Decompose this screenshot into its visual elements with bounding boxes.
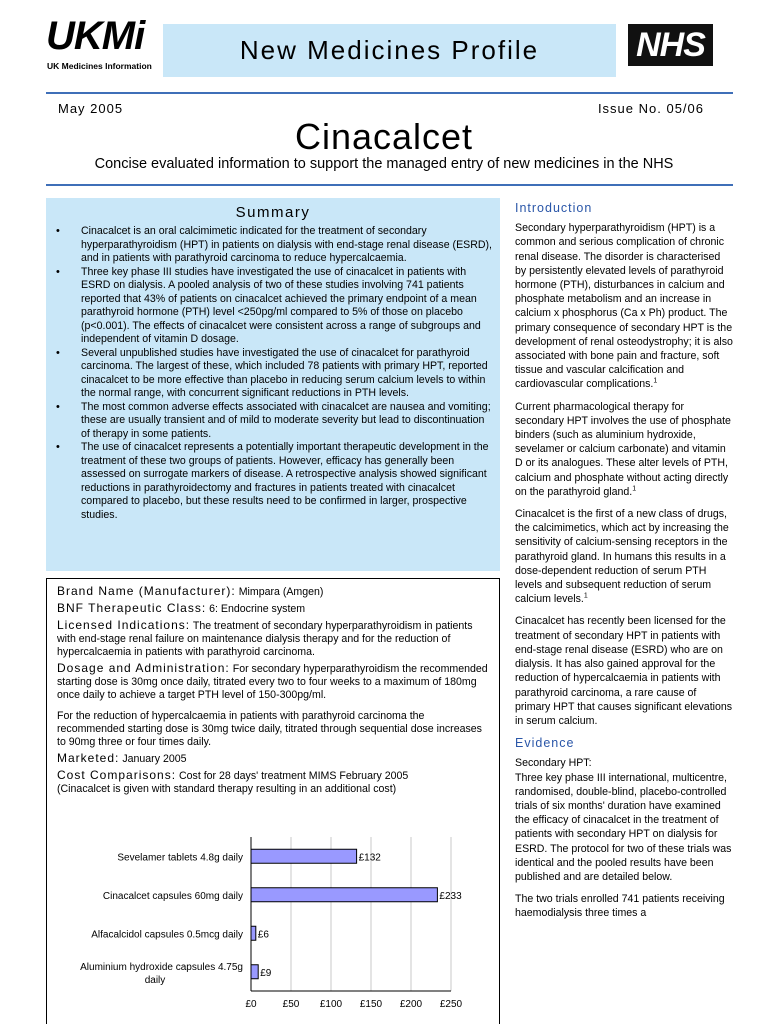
intro-paragraph-2: Current pharmacological therapy for secondary HPT involves the use of phosphate binders (such as aluminium hydroxide, sevelamer or calcium carbonate) and vitamin D or its analogues. These alter levels of PTH, calcium and phosphate without acting directly on the parathyroid gland.$^1$ xyxy=(515,400,731,498)
issue-number: Issue No. 05/06 xyxy=(597,101,704,116)
bar xyxy=(251,926,256,940)
bnf-value: 6: Endocrine system xyxy=(209,603,306,615)
summary-bullet: • Several unpublished studies have investigated the use of cinacalcet for parathyroid carcinoma. The largest of these, which included 78 patients with primary HPT, reported cinacalcet to be more effective than placebo in reducing serum calcium levels to within the normal range, with concurrent significant reductions in PTH levels. xyxy=(54,347,494,401)
bar xyxy=(251,849,357,863)
summary-bullet: • The most common adverse effects associated with cinacalcet are nausea and vomiting; these are usually transient and of mild to moderate severity but lead to discontinuation of therapy in some patients. xyxy=(54,401,494,442)
ukmi-logo-subtitle: UK Medicines Information xyxy=(47,61,152,71)
data-label: £6 xyxy=(257,929,269,941)
cost-comparison-chart xyxy=(47,831,499,1025)
brand-row xyxy=(57,585,493,599)
category-label: Cinacalcet capsules 60mg daily xyxy=(102,890,243,902)
bar xyxy=(251,965,258,979)
summary-bullet: • The use of cinacalcet represents a potentially important therapeutic development in the treatment of these two groups of patients. However, efficacy has generally been assessed on surrogate markers of disease. A retrospective analysis showed significant reductions in parathyroidectomy and fractures in patients treated with cinacalcet compared to placebo, but these results need to be confirmed in larger, prospective studies. xyxy=(54,441,494,522)
nhs-logo: NHS xyxy=(628,24,713,66)
cost-label: Cost Comparisons: xyxy=(57,768,177,782)
introduction-heading: Introduction xyxy=(515,201,593,215)
licensed-value: The treatment of secondary hyperparathyroidism in patients with end-stage renal failure on maintenance dialysis therapy and for the reduction of hypercalcaemia in patients with parathyroid carcinoma. xyxy=(57,620,473,658)
marketed-value: January 2005 xyxy=(122,753,187,765)
profile-title xyxy=(163,24,616,77)
evidence-paragraph-2: The two trials enrolled 741 patients receiving haemodialysis three times a xyxy=(515,893,725,920)
brand-value: Mimpara (Amgen) xyxy=(238,586,324,598)
licensed-label: Licensed Indications: xyxy=(57,618,191,632)
evidence-subheading: Secondary HPT: xyxy=(515,757,592,770)
licensed-row xyxy=(57,619,493,659)
category-label: Alfacalcidol capsules 0.5mcg daily xyxy=(91,929,243,941)
marketed-label: Marketed: xyxy=(57,751,120,765)
x-tick-label: £50 xyxy=(282,999,300,1010)
header-rule-bottom xyxy=(46,184,733,186)
summary-list xyxy=(54,225,494,522)
intro-paragraph-3: Cinacalcet is the first of a new class of drugs, the calcimimetics, which act by increasing the sensitivity of calcium-sensing receptors in the parathyroid gland. In humans this results in a dose-dependent reduction of serum PTH levels and subsequent reduction of serum calcium levels.$^1$ xyxy=(515,508,729,606)
bar xyxy=(251,888,437,902)
drug-info-text xyxy=(57,585,493,799)
right-column xyxy=(515,201,733,929)
x-tick-label: £150 xyxy=(359,999,383,1010)
summary-bullet: • Three key phase III studies have investigated the use of cinacalcet in patients with ESRD on dialysis. A pooled analysis of two of these studies involving 741 patients reported that 43% of patients on cinacalcet achieved the primary endpoint of a mean parathyroid hormone (PTH) level <250pg/ml compared to 5% of those on placebo (p<0.001). The effects of cinacalcet were consistent across a range of subgroups and independent of vitamin D dosage. xyxy=(54,266,494,347)
x-tick-label: £250 xyxy=(439,999,463,1010)
cost-row xyxy=(57,769,493,783)
reference-mark: 1 xyxy=(632,485,637,493)
brand-label: Brand Name (Manufacturer): xyxy=(57,584,236,598)
data-label: £233 xyxy=(439,890,462,902)
dosage-row xyxy=(57,662,493,702)
summary-box xyxy=(46,198,500,571)
intro-paragraph-1: Secondary hyperparathyroidism (HPT) is a common and serious complication of chronic renal disease. The disorder is characterised by persistently elevated levels of parathyroid hormone (PTH), disturbances in calcium and phosphate metabolism and an increase in calcium x phosphorus (Ca x Ph) product. The primary consequence of secondary HPT is the development of renal osteodystrophy; it is also associated with bone pain and fracture, soft tissue and vascular calcification and cardiovascular complications.$^1$ xyxy=(515,222,733,391)
document-subtitle: Concise evaluated information to support the managed entry of new medicines in the NHS xyxy=(94,156,674,172)
bnf-row xyxy=(57,602,493,616)
reference-mark: 1 xyxy=(583,592,588,600)
header-rule-top xyxy=(46,92,733,94)
ukmi-logo: UKMi xyxy=(46,14,145,58)
x-tick-label: £100 xyxy=(319,999,343,1010)
bnf-label: BNF Therapeutic Class: xyxy=(57,601,207,615)
cost-note: (Cinacalcet is given with standard therapy resulting in an additional cost) xyxy=(57,783,397,795)
summary-title: Summary xyxy=(235,204,311,221)
cost-value: Cost for 28 days' treatment MIMS February 2005 xyxy=(179,770,409,782)
x-tick-label: £0 xyxy=(245,999,257,1010)
dosage-label: Dosage and Administration: xyxy=(57,661,230,675)
dosage-row-2: For the reduction of hypercalcaemia in patients with parathyroid carcinoma the recommended starting dose is 30mg twice daily, titrated through sequential dose increases to 90mg three or four times daily. xyxy=(57,710,482,748)
intro-paragraph-4: Cinacalcet has recently been licensed for the treatment of secondary HPT in patients with end-stage renal disease (ESRD) who are on dialysis. It has also gained approval for the reduction of hypercalcaemia in patients with parathyroid carcinoma, a rare cause of primary HPT that causes significant elevations in serum calcium. xyxy=(515,615,733,727)
profile-title-text: New Medicines Profile xyxy=(239,35,540,65)
reference-mark: 1 xyxy=(653,377,658,385)
category-label: Sevelamer tablets 4.8g daily xyxy=(117,852,243,864)
data-label: £9 xyxy=(260,967,272,979)
data-label: £132 xyxy=(358,852,381,864)
evidence-paragraph-1: Three key phase III international, multicentre, randomised, double-blind, placebo-controlled trials of six months' duration have examined the efficacy of cinacalcet in the treatment of patients with secondary HPT on dialysis for ESRD. The protocol for two of these trials was identical and the pooled results have been published and are detailed below. xyxy=(515,771,732,883)
summary-bullet: • Cinacalcet is an oral calcimimetic indicated for the treatment of secondary hyperparathyroidism (HPT) in patients on dialysis with end-stage renal disease (ESRD), and in patients with parathyroid carcinoma to reduce hypercalcaemia. xyxy=(54,225,494,266)
drug-info-box xyxy=(46,578,500,1024)
dosage-value: For secondary hyperparathyroidism the recommended starting dose is 30mg once daily, titrated every two to four weeks to a maximum of 180mg once daily to achieve a target PTH level of 150-300pg/ml. xyxy=(57,663,488,701)
issue-date: May 2005 xyxy=(58,101,124,116)
category-label: Aluminium hydroxide capsules 4.75g daily xyxy=(80,961,243,986)
x-tick-label: £200 xyxy=(399,999,423,1010)
drug-title: Cinacalcet xyxy=(294,116,474,157)
evidence-heading: Evidence xyxy=(515,736,575,751)
marketed-row xyxy=(57,752,493,766)
